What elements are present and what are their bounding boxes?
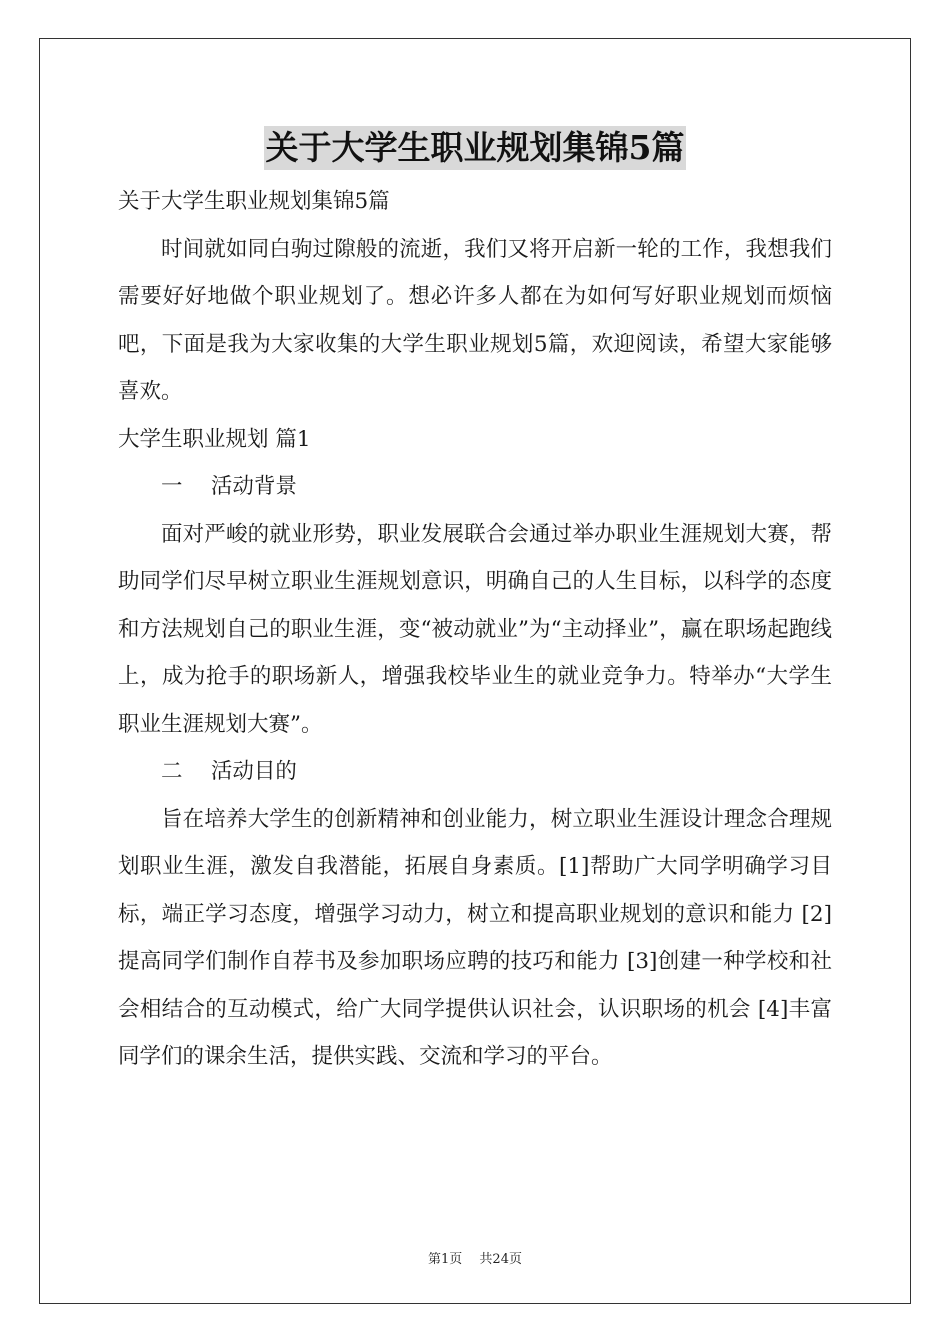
section-heading-purpose: 二 活动目的: [161, 759, 297, 784]
section-paragraph-purpose: 旨在培养大学生的创新精神和创业能力，树立职业生涯设计理念合理规划职业生涯，激发自我潜能，拓展自身素质。[1]帮助广大同学明确学习目标，端正学习态度，增强学习动力，树立和提高职业规划的意识和能力 [2]提高同学们制作自荐书及参加职场应聘的技巧和能力 [3]创建一种学校和社会相结合的互动模式，给广大同学提供认识社会，认识职场的机会 [4]丰富同学们的课余生活，提供实践、交流和学习的平台。: [118, 806, 832, 1069]
page-footer: 第1页 共24页: [428, 1252, 522, 1267]
title-container: [0, 126, 950, 170]
section-heading-background: 一 活动背景: [161, 474, 297, 499]
document-title: 关于大学生职业规划集锦5篇: [264, 126, 687, 170]
document-body: [118, 178, 832, 1081]
document-subtitle: 关于大学生职业规划集锦5篇: [118, 189, 390, 214]
section-paragraph-background: 面对严峻的就业形势，职业发展联合会通过举办职业生涯规划大赛，帮助同学们尽早树立职业生涯规划意识，明确自己的人生目标，以科学的态度和方法规划自己的职业生涯，变“被动就业”为“主动择业”，赢在职场起跑线上，成为抢手的职场新人，增强我校毕业生的就业竞争力。特举办“大学生职业生涯规划大赛”。: [118, 521, 832, 737]
intro-paragraph: 时间就如同白驹过隙般的流逝，我们又将开启新一轮的工作，我想我们需要好好地做个职业规划了。想必许多人都在为如何写好职业规划而烦恼吧，下面是我为大家收集的大学生职业规划5篇，欢迎阅读，希望大家能够喜欢。: [118, 236, 832, 404]
part-heading: 大学生职业规划 篇1: [118, 426, 311, 452]
